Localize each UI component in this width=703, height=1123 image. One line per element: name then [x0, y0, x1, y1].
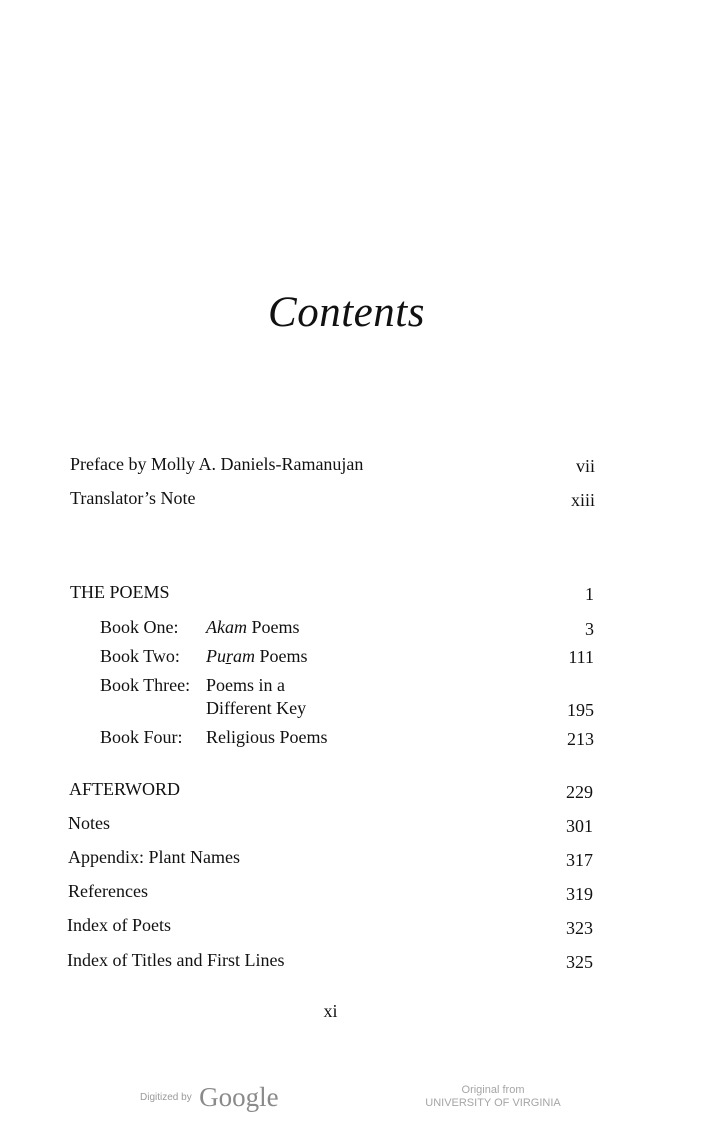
toc-page-appendix: 317 — [566, 850, 593, 870]
google-logo: Google — [199, 1082, 279, 1112]
toc-entry-index-titles: Index of Titles and First Lines — [67, 950, 285, 970]
toc-page-notes: 301 — [566, 816, 593, 836]
toc-entry-the-poems: THE POEMS — [70, 582, 170, 602]
toc-entry-notes: Notes — [68, 813, 110, 833]
book-two-title — [206, 645, 308, 667]
book-four-page: 213 — [567, 729, 594, 749]
book-three-title-line2: Different Key — [206, 698, 307, 718]
toc-page-preface: vii — [575, 456, 595, 476]
toc-entry-afterword: AFTERWORD — [69, 779, 181, 799]
book-two-title-rest: Poems — [255, 646, 308, 666]
book-one-title-rest: Poems — [246, 617, 300, 637]
institution-text: UNIVERSITY OF VIRGINIA — [425, 1097, 561, 1109]
original-from-watermark — [420, 1084, 566, 1110]
book-three-page: 195 — [567, 700, 594, 720]
toc-entry-appendix: Appendix: Plant Names — [68, 847, 240, 867]
book-two-title-italic: Puṟam — [206, 646, 255, 666]
toc-page-afterword: 229 — [566, 782, 593, 802]
book-four-label: Book Four: — [100, 727, 183, 747]
page-title: Contents — [268, 289, 425, 336]
toc-page-index-titles: 325 — [566, 952, 593, 972]
toc-entry-translators-note: Translator’s Note — [70, 488, 196, 508]
toc-entry-index-poets: Index of Poets — [67, 915, 171, 935]
book-one-label: Book One: — [100, 617, 179, 637]
toc-entry-references: References — [68, 881, 148, 901]
book-four-title: Religious Poems — [206, 727, 328, 747]
book-one-title-italic: Akam — [206, 617, 247, 637]
page-number: xi — [323, 1001, 338, 1021]
toc-page-index-poets: 323 — [566, 918, 593, 938]
book-two-label: Book Two: — [100, 646, 180, 666]
book-three-label: Book Three: — [100, 675, 191, 695]
book-three-title-line1: Poems in a — [206, 675, 285, 695]
digitized-by-watermark — [140, 1082, 279, 1113]
toc-entry-preface: Preface by Molly A. Daniels-Ramanujan — [70, 454, 364, 474]
book-two-page: 111 — [568, 647, 594, 667]
original-from-text: Original from — [461, 1084, 525, 1096]
toc-page-translators-note: xiii — [570, 490, 595, 510]
digitized-by-text: Digitized by — [140, 1092, 192, 1103]
toc-page-the-poems: 1 — [585, 584, 594, 604]
book-one-page: 3 — [585, 619, 594, 639]
book-one-title — [206, 616, 300, 638]
toc-page-references: 319 — [566, 884, 593, 904]
